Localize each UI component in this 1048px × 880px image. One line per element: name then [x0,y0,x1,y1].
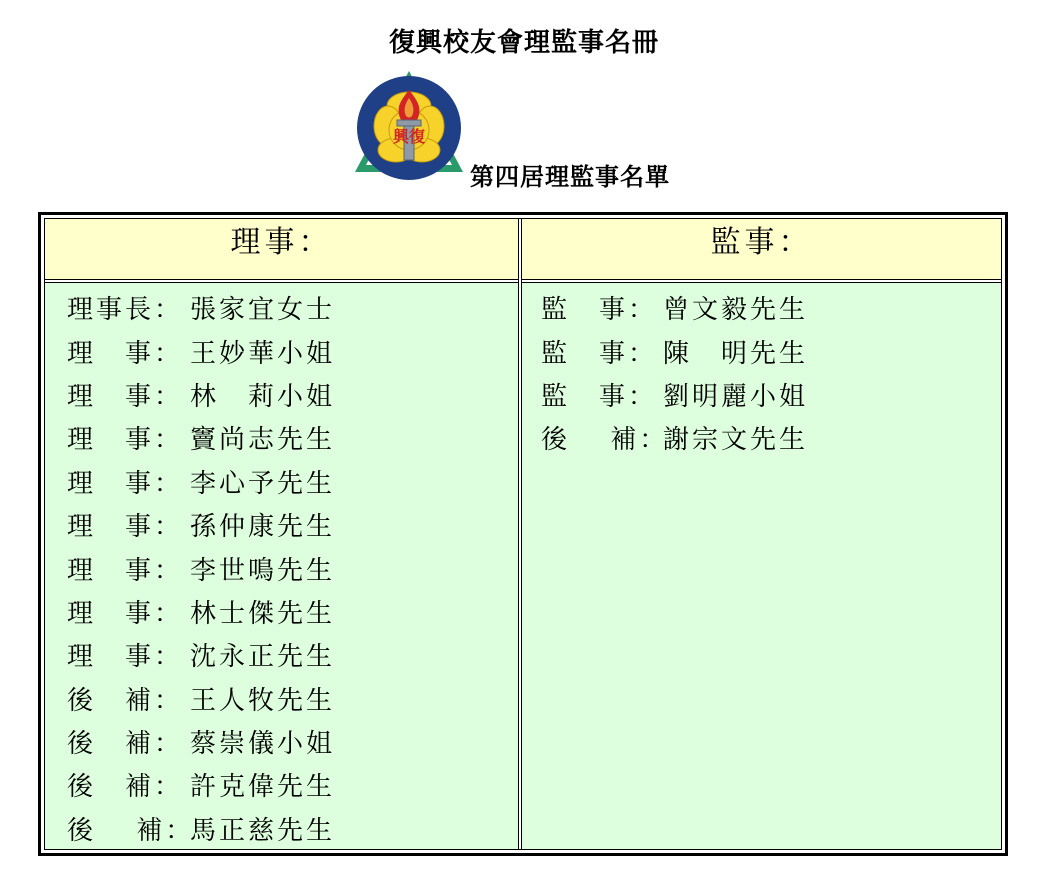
member-name: 李世鳴先生 [190,555,336,586]
supervisors-header: 監事： [522,219,1001,279]
member-role: 後 補： [541,425,669,456]
member-name: 馬正慈先生 [190,815,336,846]
member-role: 理 事： [67,555,184,586]
member-name: 陳 明先生 [663,338,809,369]
member-name: 張家宜女士 [190,295,336,326]
member-role: 理 事： [67,338,184,369]
member-role: 監 事： [541,295,658,326]
list-item [45,546,518,589]
member-name: 王妙華小姐 [190,338,336,369]
member-name: 許克偉先生 [190,772,336,803]
member-role: 後 補： [67,772,184,803]
member-role: 後 補： [67,729,184,760]
list-item [45,416,518,459]
member-name: 林 莉小姐 [190,381,336,412]
page-title: 復興校友會理監事名冊 [388,28,659,58]
list-item [45,460,518,503]
member-role: 後 補： [67,815,195,846]
member-name: 劉明麗小姐 [663,381,809,412]
directors-list-cell [45,283,518,849]
member-role: 理 事： [67,468,184,499]
member-name: 沈永正先生 [190,642,336,673]
member-name: 王人牧先生 [190,685,336,716]
member-role: 監 事： [541,338,658,369]
list-item [522,329,1001,372]
member-role: 理 事： [67,642,184,673]
member-name: 竇尚志先生 [190,425,336,456]
list-item [45,590,518,633]
list-item [45,286,518,329]
emblem-text: 興復 [392,127,426,146]
member-role: 理 事： [67,598,184,629]
member-role: 後 補： [67,685,184,716]
list-item [45,763,518,806]
member-name: 孫仲康先生 [190,512,336,543]
member-role: 理 事： [67,425,184,456]
directors-list [45,283,518,850]
member-role: 理 事： [67,381,184,412]
member-name: 謝宗文先生 [663,425,809,456]
list-item [45,807,518,850]
supervisors-list-cell [522,283,1001,849]
member-name: 曾文毅先生 [663,295,809,326]
list-item [45,677,518,720]
supervisors-list [522,283,1001,460]
member-name: 蔡崇儀小姐 [190,729,336,760]
member-role: 理 事： [67,512,184,543]
list-item [45,329,518,372]
directors-header: 理事： [45,219,518,279]
list-item [45,633,518,676]
member-role: 理事長： [67,295,184,326]
board-roster-table [38,212,1008,856]
roster-subtitle: 第四居理監事名單 [470,162,670,191]
list-item [522,286,1001,329]
list-item [45,503,518,546]
member-name: 李心予先生 [190,468,336,499]
list-item [522,416,1001,459]
member-role: 監 事： [541,381,658,412]
list-item [45,373,518,416]
member-name: 林士傑先生 [190,598,336,629]
list-item [45,720,518,763]
school-emblem-logo [351,68,467,182]
list-item [522,373,1001,416]
